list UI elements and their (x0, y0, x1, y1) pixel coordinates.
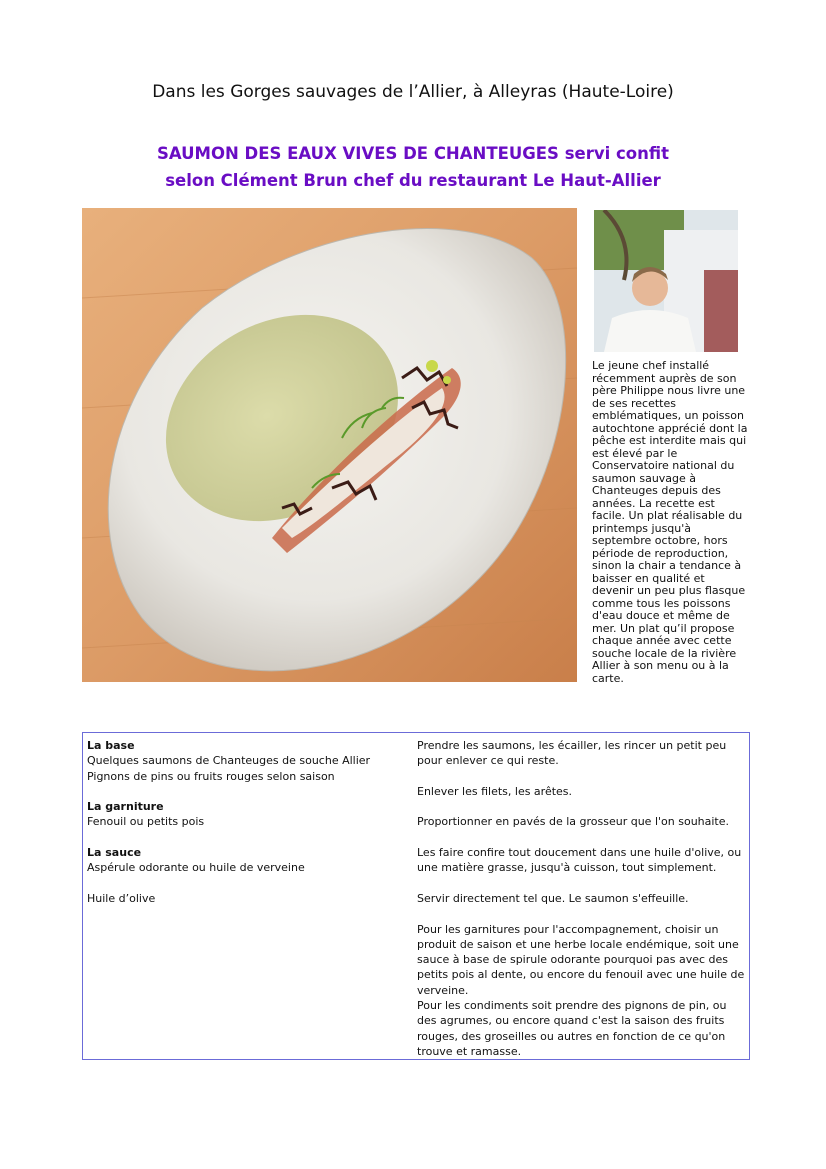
sauce-heading: La sauce (87, 846, 142, 860)
chef-description: Le jeune chef installé récemment auprès de son père Philippe nous livre une de ses recettes emblématiques, un poisson autochtone apprécié dont la pêche est interdite mais qui est élevé par le Conservatoire national du saumon sauvage à Chanteuges depuis des années. La recette est facile. Un plat réalisable du printemps jusqu'à septembre octobre, hors période de reproduction, sinon la chair a tendance à baisser en qualité et devenir un peu plus flasque comme tous les poissons d'eau douce et même de mer. Un plat qu’il propose chaque année avec cette souche locale de la rivière Allier à son menu ou à la carte. (592, 359, 748, 685)
base-line-2: Pignons de pins ou fruits rouges selon saison (87, 769, 335, 783)
step-3: Proportionner en pavés de la grosseur que l'on souhaite. (417, 815, 730, 829)
step-6: Pour les garnitures pour l'accompagnement, choisir un produit de saison et une herbe locale endémique, soit une sauce à base de spirule odorante pourquoi pas avec des petits pois al dente, ou encore du fenouil avec une huile de verveine. (417, 922, 745, 997)
base-line-1: Quelques saumons de Chanteuges de souche Allier (87, 754, 371, 768)
dish-photo-image (82, 208, 577, 682)
recipe-title-line2: selon Clément Brun chef du restaurant Le Haut-Allier (165, 171, 661, 190)
step-2: Enlever les filets, les arêtes. (417, 784, 573, 798)
dish-photo (82, 208, 577, 682)
recipe-box (82, 732, 750, 1060)
chef-photo (594, 210, 738, 352)
steps-column (417, 738, 747, 1059)
garniture-line-1: Fenouil ou petits pois (87, 815, 205, 829)
recipe-title (0, 140, 826, 194)
step-4: Les faire confire tout doucement dans une huile d'olive, ou une matière grasse, jusqu'à cuisson, tout simplement. (417, 846, 742, 875)
huile-line: Huile d’olive (87, 891, 156, 905)
page-subtitle: Dans les Gorges sauvages de l’Allier, à Alleyras (Haute-Loire) (152, 82, 674, 102)
recipe-title-line1: SAUMON DES EAUX VIVES DE CHANTEUGES servi confit (157, 144, 669, 163)
base-heading: La base (87, 739, 135, 752)
ingredients-column (87, 738, 407, 906)
chef-photo-image (594, 210, 738, 352)
step-5: Servir directement tel que. Le saumon s'effeuille. (417, 891, 689, 905)
garniture-heading: La garniture (87, 800, 164, 814)
sauce-line-1: Aspérule odorante ou huile de verveine (87, 861, 305, 875)
step-1: Prendre les saumons, les écailler, les rincer un petit peu pour enlever ce qui reste. (417, 739, 727, 768)
step-7: Pour les condiments soit prendre des pignons de pin, ou des agrumes, ou encore quand c'est la saison des fruits rouges, des groseilles ou autres en fonction de ce qu'on trouve et ramasse. (417, 999, 727, 1058)
